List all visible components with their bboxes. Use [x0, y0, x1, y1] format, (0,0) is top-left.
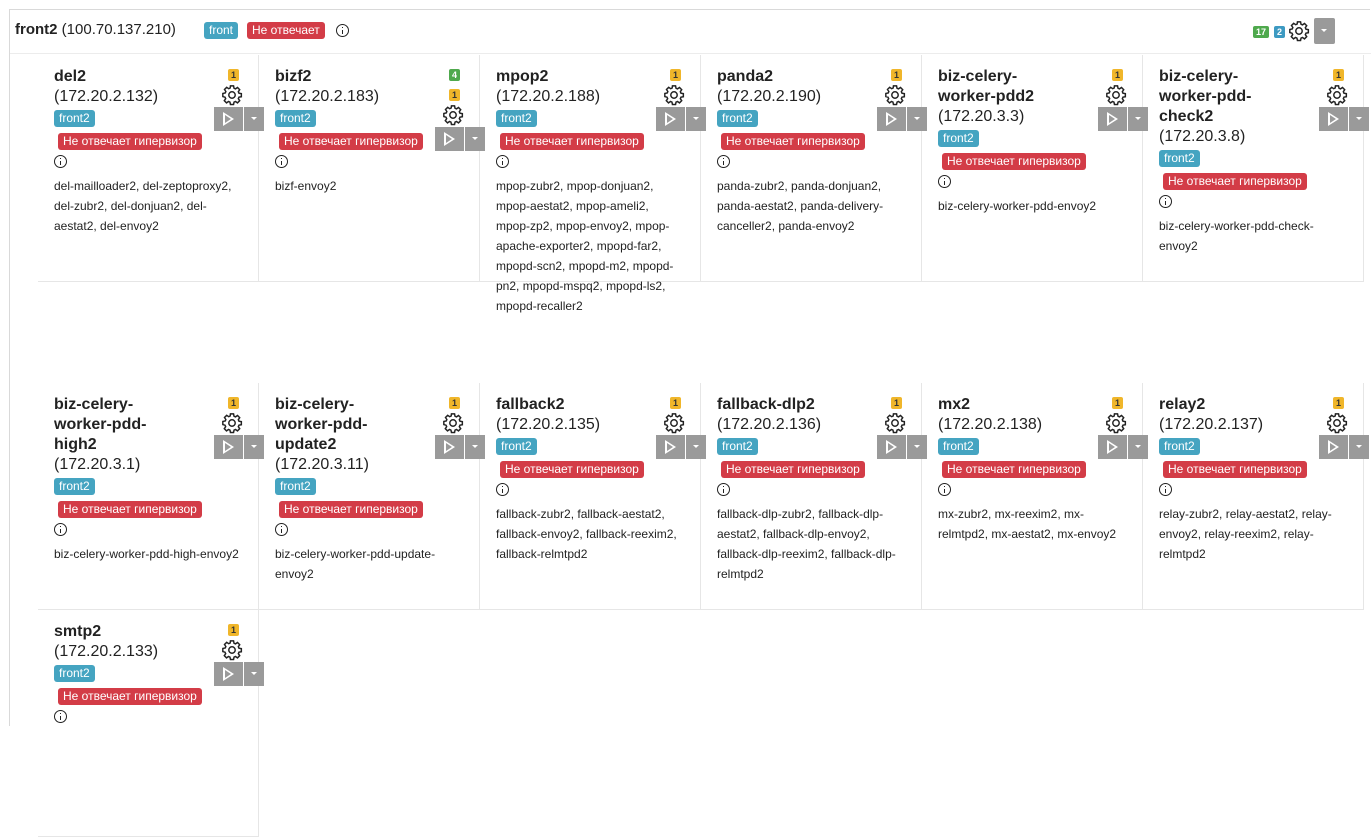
count-badge: 1 — [228, 397, 239, 409]
group-label[interactable]: front2 — [938, 438, 979, 455]
host-name: front2 — [15, 21, 58, 38]
vm-card — [922, 55, 1143, 282]
vm-card — [259, 383, 480, 610]
vm-body — [275, 109, 475, 196]
service-list: fallback-dlp-zubr2, fallback-dlp-aestat2, fallback-dlp-envoy2, fallback-dlp-reexim2, fallback-dlp-relmtpd2 — [717, 507, 896, 581]
run-button-group — [1319, 107, 1369, 131]
vm-ip: (172.20.2.132) — [54, 88, 159, 105]
host-panel — [9, 9, 1370, 726]
info-icon[interactable] — [275, 523, 288, 536]
count-badge: 1 — [1112, 69, 1123, 81]
vm-name — [54, 622, 204, 662]
status-badge: Не отвечает гипервизор — [500, 133, 644, 150]
service-list: mx-zubr2, mx-reexim2, mx-relmtpd2, mx-aestat2, mx-envoy2 — [938, 507, 1117, 541]
vm-name-part: biz-celery- — [938, 68, 1018, 85]
vm-name-part: biz-celery- — [1159, 68, 1239, 85]
status-badge: Не отвечает гипервизор — [58, 501, 202, 518]
vm-body — [717, 437, 917, 584]
group-label[interactable]: front2 — [275, 478, 316, 495]
service-list: mpop-zubr2, mpop-donjuan2, mpop-aestat2, mpop-ameli2, mpop-zp2, mpop-envoy2, mpop-apache-exporter2, mpopd-far2, mpopd-scn2, mpopd-m2, mpopd-pn2, mpopd-mspq2, mpopd-ls2, mpopd-recaller2 — [496, 179, 674, 313]
vm-name-part: fallback2 — [496, 396, 565, 413]
status-badge: Не отвечает — [247, 22, 325, 39]
info-icon[interactable] — [1159, 195, 1172, 208]
vm-body — [938, 129, 1138, 216]
run-button-group — [435, 435, 485, 459]
vm-name-part: mx2 — [938, 396, 971, 413]
info-icon[interactable] — [938, 483, 951, 496]
vm-name — [275, 67, 425, 107]
vm-name-part: high2 — [54, 436, 97, 453]
vm-name — [938, 67, 1088, 127]
vm-card — [38, 383, 259, 610]
count-badge: 1 — [1112, 397, 1123, 409]
vm-ip: (172.20.2.137) — [1159, 416, 1264, 433]
count-badge: 1 — [670, 69, 681, 81]
vm-ip: (172.20.3.8) — [1159, 128, 1246, 145]
status-badge: Не отвечает гипервизор — [279, 501, 423, 518]
count-badge: 1 — [670, 397, 681, 409]
vm-ip: (172.20.2.136) — [717, 416, 822, 433]
vm-ip: (172.20.2.183) — [275, 88, 380, 105]
gear-icon[interactable] — [1288, 20, 1310, 47]
service-list: del-mailloader2, del-zeptoproxy2, del-zubr2, del-donjuan2, del-aestat2, del-envoy2 — [54, 179, 232, 233]
vm-card — [701, 55, 922, 282]
group-label[interactable]: front2 — [275, 110, 316, 127]
group-label[interactable]: front2 — [496, 110, 537, 127]
info-icon[interactable] — [275, 155, 288, 168]
chevron-down-icon[interactable] — [1349, 107, 1369, 131]
status-badge: Не отвечает гипервизор — [721, 461, 865, 478]
vm-ip: (172.20.2.188) — [496, 88, 601, 105]
vm-card — [38, 610, 259, 837]
vm-body — [496, 109, 696, 316]
play-icon[interactable] — [214, 435, 243, 459]
vm-ip: (172.20.2.138) — [938, 416, 1043, 433]
vm-body — [1159, 149, 1359, 256]
vm-ip: (172.20.3.1) — [54, 456, 141, 473]
vm-name — [717, 395, 867, 435]
vm-name-part: biz-celery- — [275, 396, 355, 413]
vm-name — [938, 395, 1088, 435]
vm-body — [496, 437, 696, 564]
vm-name-part: del2 — [54, 68, 87, 85]
count-badge: 1 — [1333, 397, 1344, 409]
count-badge: 1 — [1333, 69, 1344, 81]
group-label[interactable]: front2 — [717, 438, 758, 455]
service-list: relay-zubr2, relay-aestat2, relay-envoy2, relay-reexim2, relay-relmtpd2 — [1159, 507, 1332, 561]
info-icon[interactable] — [496, 483, 509, 496]
vm-name — [1159, 395, 1309, 435]
vm-body — [275, 477, 475, 584]
vm-card — [480, 55, 701, 313]
vm-name-part: bizf2 — [275, 68, 312, 85]
group-label[interactable]: front2 — [54, 110, 95, 127]
vm-name — [54, 395, 204, 475]
vm-name-part: panda2 — [717, 68, 774, 85]
vm-ip: (172.20.2.133) — [54, 643, 159, 660]
vm-name-part: worker-pdd- — [54, 416, 147, 433]
info-icon[interactable] — [717, 483, 730, 496]
vm-card — [922, 383, 1143, 610]
service-list: fallback-zubr2, fallback-aestat2, fallback-envoy2, fallback-reexim2, fallback-relmtpd2 — [496, 507, 677, 561]
vm-name — [275, 395, 425, 475]
vm-ip: (172.20.3.11) — [275, 456, 369, 473]
vm-name — [1159, 67, 1309, 147]
vm-card — [1143, 55, 1364, 282]
play-icon[interactable] — [435, 435, 464, 459]
info-icon[interactable] — [717, 155, 730, 168]
service-list: biz-celery-worker-pdd-update-envoy2 — [275, 547, 436, 581]
group-label[interactable]: front2 — [1159, 438, 1200, 455]
vm-name-part: smtp2 — [54, 623, 102, 640]
service-list: biz-celery-worker-pdd-check-envoy2 — [1159, 219, 1314, 253]
service-list: biz-celery-worker-pdd-envoy2 — [938, 199, 1097, 213]
vm-name — [496, 395, 646, 435]
group-label[interactable]: front2 — [54, 478, 95, 495]
vm-name-part: fallback-dlp2 — [717, 396, 815, 413]
count-badge: 1 — [891, 69, 902, 81]
run-button-group — [1098, 107, 1148, 131]
info-icon[interactable] — [54, 710, 67, 723]
vm-card — [259, 55, 480, 282]
vm-name-part: relay2 — [1159, 396, 1206, 413]
count-badge: 1 — [228, 624, 239, 636]
group-label[interactable]: front2 — [938, 130, 979, 147]
vm-card — [480, 383, 701, 610]
host-ip: (100.70.137.210) — [61, 21, 176, 38]
vm-ip: (172.20.2.135) — [496, 416, 601, 433]
play-icon[interactable] — [1319, 107, 1348, 131]
vm-name-part: check2 — [1159, 108, 1214, 125]
info-icon[interactable] — [1159, 483, 1172, 496]
status-badge: Не отвечает гипервизор — [500, 461, 644, 478]
vm-card — [1143, 383, 1364, 610]
run-button-group — [214, 435, 264, 459]
status-badge: Не отвечает гипервизор — [58, 133, 202, 150]
status-badge: Не отвечает гипервизор — [942, 461, 1086, 478]
service-list: biz-celery-worker-pdd-high-envoy2 — [54, 547, 239, 561]
count-badge: 1 — [891, 397, 902, 409]
status-badge: Не отвечает гипервизор — [58, 688, 202, 705]
vm-name — [717, 67, 867, 107]
host-menu-dropdown[interactable] — [1314, 18, 1335, 44]
info-icon[interactable] — [54, 155, 67, 168]
count-badge: 1 — [449, 397, 460, 409]
count-badge: 1 — [228, 69, 239, 81]
service-list: bizf-envoy2 — [275, 179, 337, 193]
info-icon[interactable] — [54, 523, 67, 536]
vm-card — [701, 383, 922, 610]
vm-body — [54, 109, 254, 236]
vm-name — [496, 67, 646, 107]
vm-name-part: update2 — [275, 436, 337, 453]
vm-name-part: biz-celery- — [54, 396, 134, 413]
group-label[interactable]: front2 — [717, 110, 758, 127]
vm-card — [38, 55, 259, 282]
count-badge-secondary: 1 — [449, 89, 460, 101]
group-label[interactable]: front2 — [496, 438, 537, 455]
vm-name-part: worker-pdd- — [275, 416, 368, 433]
vm-body — [54, 477, 254, 564]
host-header — [10, 10, 1371, 54]
group-label[interactable]: front2 — [54, 665, 95, 682]
vm-ip: (172.20.2.190) — [717, 88, 822, 105]
vm-body — [938, 437, 1138, 544]
vm-ip: (172.20.3.3) — [938, 108, 1025, 125]
group-label[interactable]: front — [204, 22, 238, 39]
vm-body — [1159, 437, 1359, 564]
vm-name — [54, 67, 204, 107]
play-icon[interactable] — [1098, 107, 1127, 131]
status-badge: Не отвечает гипервизор — [1163, 461, 1307, 478]
count-badge-blue: 2 — [1274, 26, 1285, 38]
service-list: panda-zubr2, panda-donjuan2, panda-aestat2, panda-delivery-canceller2, panda-envoy2 — [717, 179, 884, 233]
count-badge: 4 — [449, 69, 460, 81]
vm-body — [717, 109, 917, 236]
info-icon[interactable] — [336, 24, 349, 37]
status-badge: Не отвечает гипервизор — [279, 133, 423, 150]
vm-name-part: worker-pdd- — [1159, 88, 1252, 105]
status-badge: Не отвечает гипервизор — [1163, 173, 1307, 190]
info-icon[interactable] — [938, 175, 951, 188]
status-badge: Не отвечает гипервизор — [721, 133, 865, 150]
host-title — [15, 21, 176, 38]
count-badge-green: 17 — [1253, 26, 1269, 38]
vm-name-part: mpop2 — [496, 68, 549, 85]
status-badge: Не отвечает гипервизор — [942, 153, 1086, 170]
vm-name-part: worker-pdd2 — [938, 88, 1035, 105]
group-label[interactable]: front2 — [1159, 150, 1200, 167]
info-icon[interactable] — [496, 155, 509, 168]
